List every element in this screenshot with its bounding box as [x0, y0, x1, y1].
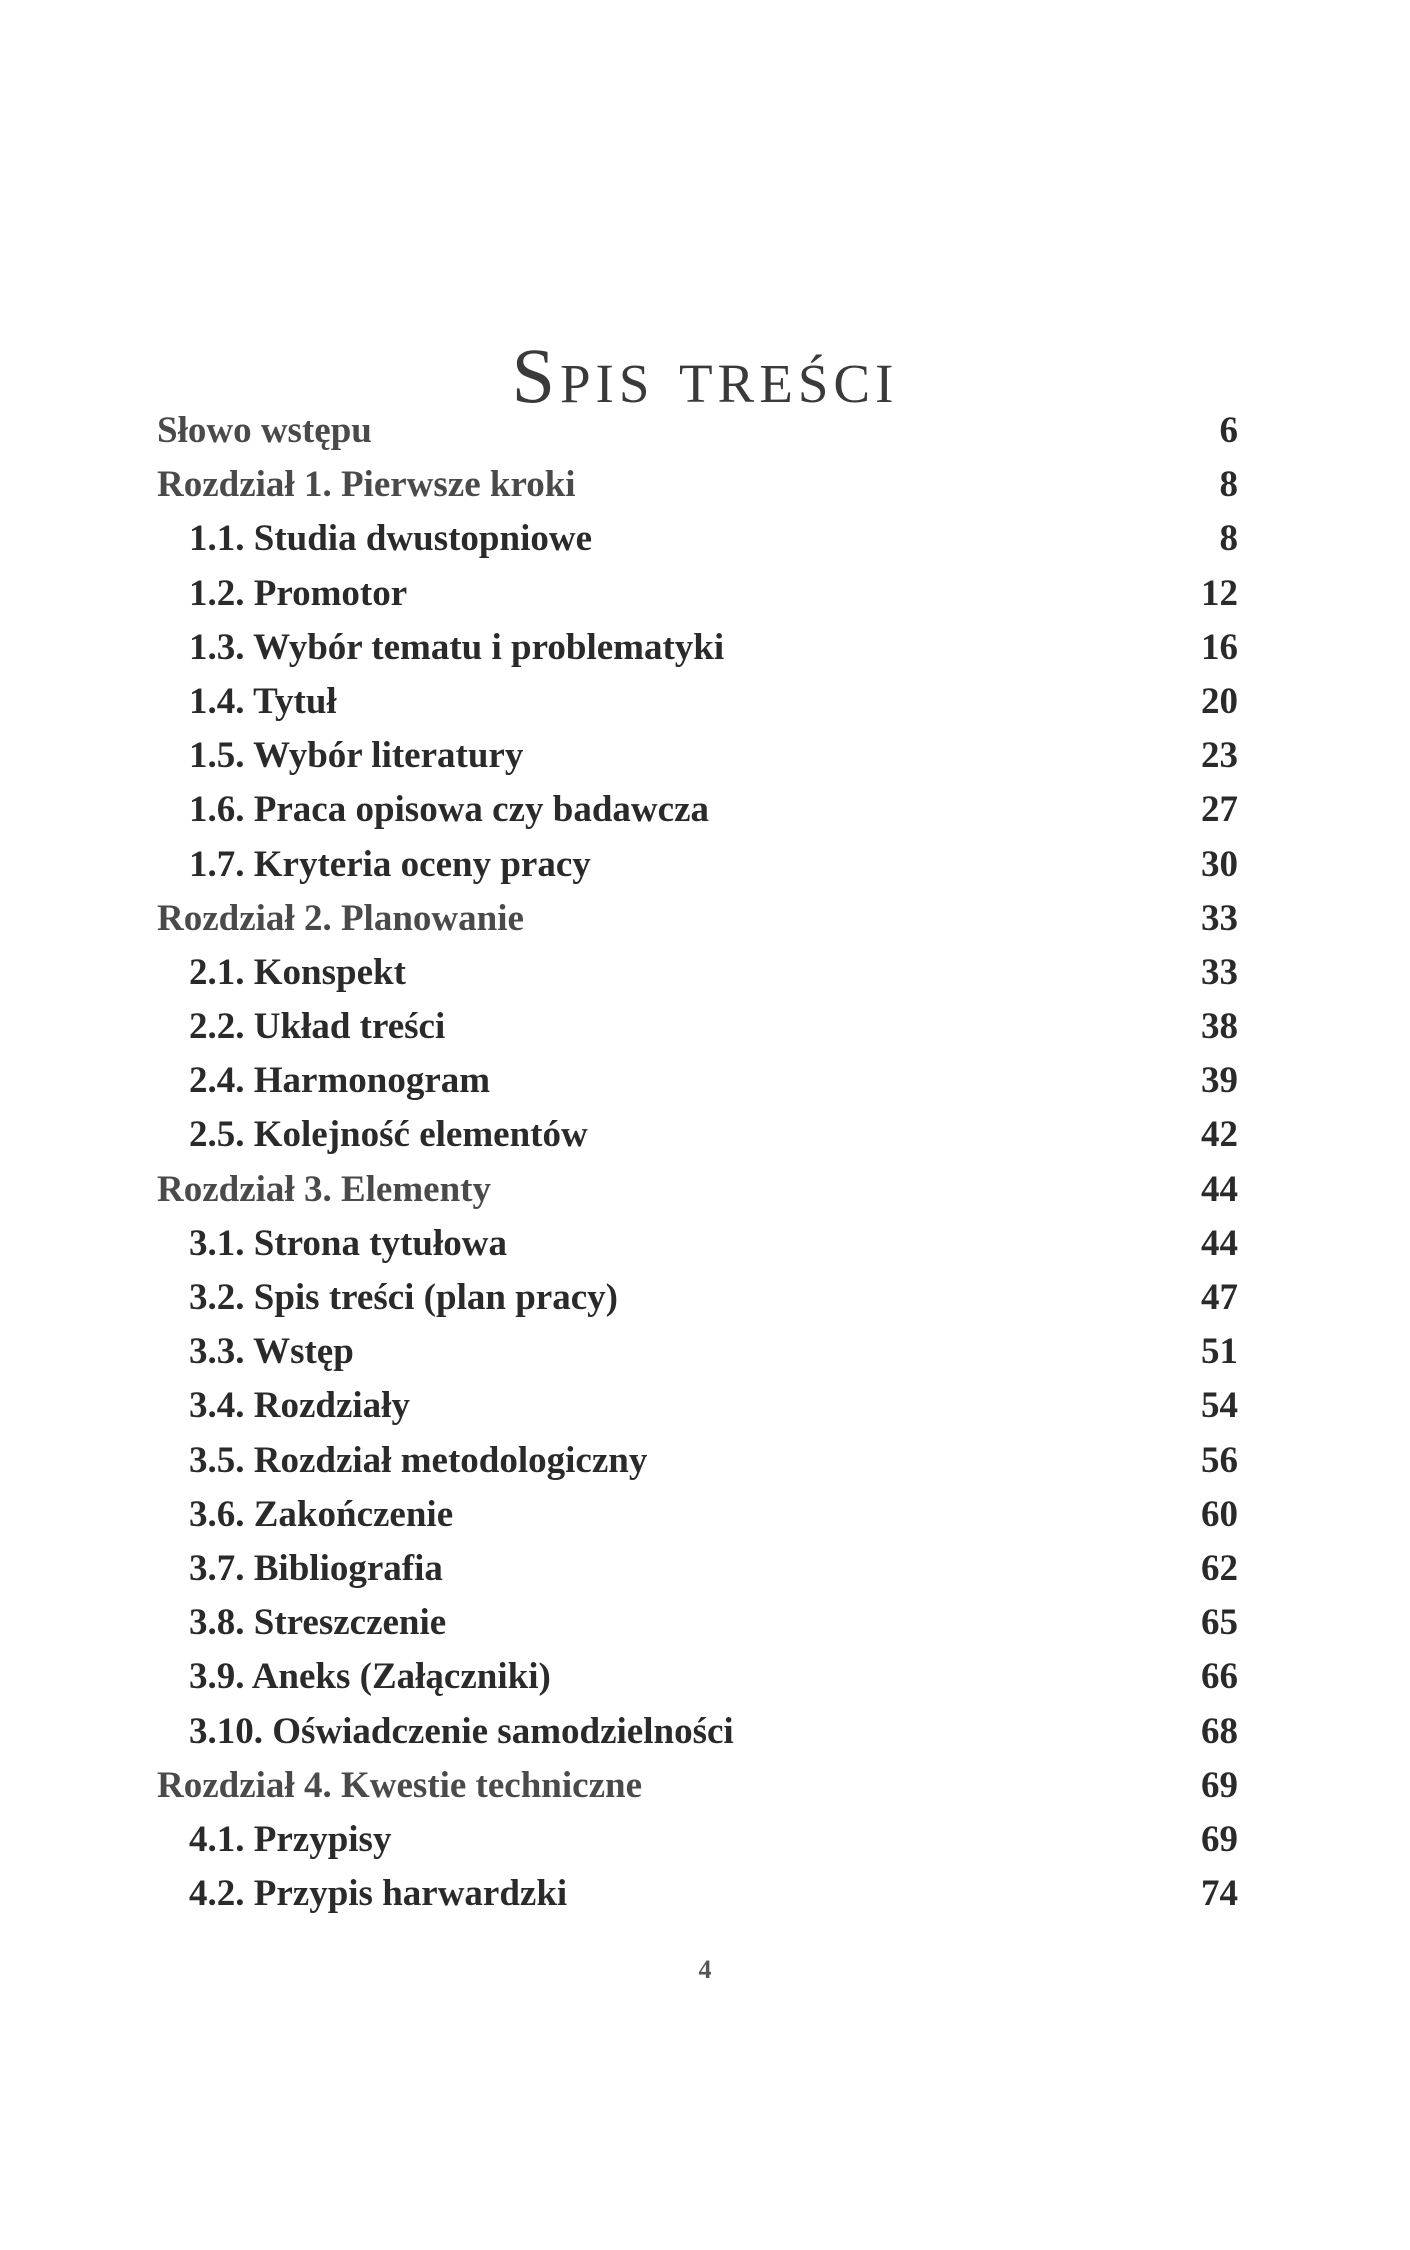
- toc-entry-label: 4.2. Przypis harwardzki: [189, 1873, 568, 1915]
- toc-section-entry: [157, 567, 1238, 621]
- toc-section-entry: [157, 1379, 1238, 1433]
- toc-entry-page: 69: [1201, 1764, 1238, 1806]
- toc-entry-page: 42: [1201, 1114, 1238, 1156]
- toc-entry-page: 68: [1201, 1710, 1238, 1752]
- toc-section-entry: [157, 1054, 1238, 1108]
- page-title: Spis treści: [511, 332, 899, 420]
- toc-entry-page: 30: [1201, 843, 1238, 885]
- toc-section-entry: [157, 1488, 1238, 1542]
- toc-entry-page: 33: [1201, 897, 1238, 939]
- toc-section-entry: [157, 1650, 1238, 1704]
- toc-entry-page: 38: [1201, 1006, 1238, 1048]
- toc-entry-page: 27: [1201, 789, 1238, 831]
- toc-entry-page: 62: [1201, 1547, 1238, 1589]
- toc-entry-label: 3.8. Streszczenie: [189, 1602, 447, 1644]
- toc-entry-page: 56: [1201, 1439, 1238, 1481]
- toc-entry-label: Rozdział 2. Planowanie: [157, 897, 524, 939]
- toc-chapter-entry: [157, 458, 1238, 512]
- toc-section-entry: [157, 1217, 1238, 1271]
- toc-entry-label: 1.5. Wybór literatury: [189, 735, 524, 777]
- toc-section-entry: [157, 675, 1238, 729]
- toc-section-entry: [157, 838, 1238, 892]
- toc-entry-page: 54: [1201, 1385, 1238, 1427]
- toc-entry-label: 3.1. Strona tytułowa: [189, 1222, 507, 1264]
- toc-entry-label: Rozdział 1. Pierwsze kroki: [157, 464, 576, 506]
- toc-chapter-entry: [157, 1163, 1238, 1217]
- toc-entry-label: 1.7. Kryteria oceny pracy: [189, 843, 591, 885]
- toc-chapter-entry: [157, 892, 1238, 946]
- toc-entry-label: 1.4. Tytuł: [189, 680, 337, 722]
- toc-entry-page: 6: [1219, 410, 1238, 451]
- toc-chapter-entry: [157, 404, 1238, 458]
- toc-entry-label: 3.7. Bibliografia: [189, 1547, 443, 1589]
- toc-section-entry: [157, 946, 1238, 1000]
- toc-chapter-entry: [157, 1759, 1238, 1813]
- toc-entry-label: 1.3. Wybór tematu i problematyki: [189, 626, 725, 668]
- toc-entry-page: 69: [1201, 1818, 1238, 1860]
- toc-entry-page: 23: [1201, 735, 1238, 777]
- toc-entry-label: 3.6. Zakończenie: [189, 1493, 454, 1535]
- toc-entry-page: 60: [1201, 1493, 1238, 1535]
- toc-section-entry: [157, 729, 1238, 783]
- toc-entry-label: 3.3. Wstęp: [189, 1331, 354, 1373]
- toc-entry-page: 8: [1219, 464, 1238, 506]
- toc-section-entry: [157, 1596, 1238, 1650]
- toc-entry-label: 1.6. Praca opisowa czy badawcza: [189, 789, 709, 831]
- toc-entry-label: 3.9. Aneks (Załączniki): [189, 1656, 551, 1698]
- toc-entry-page: 12: [1201, 572, 1238, 614]
- toc-entry-label: Rozdział 3. Elementy: [157, 1168, 491, 1210]
- toc-entry-label: 3.5. Rozdział metodologiczny: [189, 1439, 648, 1481]
- toc-section-entry: [157, 1867, 1238, 1921]
- toc-entry-page: 51: [1201, 1331, 1238, 1373]
- toc-section-entry: [157, 1434, 1238, 1488]
- toc-entry-page: 20: [1201, 680, 1238, 722]
- toc-section-entry: [157, 1705, 1238, 1759]
- toc-section-entry: [157, 621, 1238, 675]
- toc-entry-page: 47: [1201, 1277, 1238, 1318]
- toc-section-entry: [157, 1325, 1238, 1379]
- toc-entry-page: 8: [1219, 518, 1238, 560]
- toc-entry-label: 2.2. Układ treści: [189, 1006, 446, 1048]
- toc-section-entry: [157, 1000, 1238, 1054]
- toc-section-entry: [157, 512, 1238, 566]
- toc-section-entry: [157, 783, 1238, 837]
- toc-entry-page: 74: [1201, 1873, 1238, 1915]
- toc-entry-page: 65: [1201, 1602, 1238, 1644]
- toc-entry-label: 3.10. Oświadczenie samodzielności: [189, 1710, 734, 1752]
- toc-section-entry: [157, 1813, 1238, 1867]
- toc-entry-label: 2.1. Konspekt: [189, 951, 406, 993]
- toc-section-entry: [157, 1271, 1238, 1325]
- toc-entry-label: 3.4. Rozdziały: [189, 1385, 410, 1427]
- toc-entry-label: Rozdział 4. Kwestie techniczne: [157, 1764, 642, 1806]
- toc-entry-page: 16: [1201, 626, 1238, 668]
- toc-entry-label: 3.2. Spis treści (plan pracy): [189, 1277, 618, 1318]
- toc-entry-page: 39: [1201, 1060, 1238, 1102]
- page-number: 4: [698, 1955, 712, 1984]
- toc-entry-page: 44: [1201, 1222, 1238, 1264]
- toc-section-entry: [157, 1108, 1238, 1162]
- table-of-contents: [157, 404, 1238, 1921]
- toc-entry-label: 1.1. Studia dwustopniowe: [189, 518, 593, 560]
- toc-entry-label: 1.2. Promotor: [189, 572, 408, 614]
- toc-entry-label: 2.5. Kolejność elementów: [189, 1114, 588, 1156]
- toc-entry-label: Słowo wstępu: [157, 410, 372, 451]
- toc-entry-page: 33: [1201, 951, 1238, 993]
- toc-entry-label: 4.1. Przypisy: [189, 1818, 392, 1860]
- toc-entry-label: 2.4. Harmonogram: [189, 1060, 491, 1102]
- toc-entry-page: 44: [1201, 1168, 1238, 1210]
- toc-section-entry: [157, 1542, 1238, 1596]
- toc-entry-page: 66: [1201, 1656, 1238, 1698]
